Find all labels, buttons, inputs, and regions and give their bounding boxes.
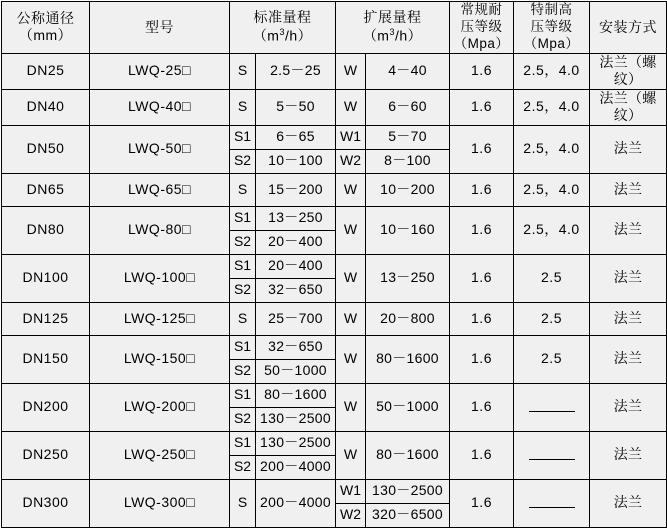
cell-standard-range: 32－650 [256,278,336,302]
cell-standard-code: S1 [230,206,256,230]
cell-nominal-diameter: DN25 [2,53,90,89]
cell-extended-code: W [336,173,366,206]
header-standard-range: 标准量程 $(m^3/h)$ [230,2,336,54]
table-row [2,206,667,230]
not-applicable-dash [529,403,575,412]
cell-standard-code: S [230,89,256,125]
cell-standard-range: 25－700 [256,302,336,335]
cell-standard-code: S1 [230,254,256,278]
cell-nominal-diameter: DN125 [2,302,90,335]
cell-extended-code: W [336,431,366,479]
cell-normal-pressure: 1.6 [450,89,514,125]
cell-standard-code: S2 [230,230,256,254]
cell-model: LWQ-65□ [90,173,230,206]
table-body [2,53,667,527]
cell-install-method: 法兰 [590,173,667,206]
header-model: 型号 [90,2,230,54]
cell-extended-code: W [336,53,366,89]
specification-table [1,1,667,528]
cell-high-pressure: 2.5，4.0 [514,173,590,206]
cell-standard-code: S1 [230,431,256,455]
table-row [2,383,667,407]
cell-normal-pressure: 1.6 [450,431,514,479]
cell-model: LWQ-100□ [90,254,230,302]
cell-extended-code: W2 [336,503,366,527]
cell-extended-code: W [336,89,366,125]
cell-extended-code: W2 [336,149,366,173]
cell-extended-code: W [336,383,366,431]
cell-normal-pressure: 1.6 [450,254,514,302]
cell-model: LWQ-40□ [90,89,230,125]
cell-standard-range: 10－100 [256,149,336,173]
cell-install-method: 法兰（螺纹） [590,89,667,125]
cell-install-method: 法兰 [590,125,667,173]
cell-model: LWQ-80□ [90,206,230,254]
cell-nominal-diameter: DN200 [2,383,90,431]
cell-standard-code: S [230,479,256,527]
table-row [2,89,667,125]
cell-standard-range: 130－2500 [256,407,336,431]
cell-nominal-diameter: DN80 [2,206,90,254]
cell-normal-pressure: 1.6 [450,335,514,383]
table-row [2,254,667,278]
cell-model: LWQ-25□ [90,53,230,89]
table-row [2,302,667,335]
cell-high-pressure [514,479,590,527]
table-row [2,53,667,89]
table-row [2,479,667,503]
cell-extended-range: 80－1600 [366,431,450,479]
cell-install-method: 法兰 [590,206,667,254]
cell-extended-code: W1 [336,125,366,149]
header-normal-pressure: 常规耐 压等级 （Mpa） [450,2,514,54]
not-applicable-dash [529,499,575,508]
cell-extended-range: 10－160 [366,206,450,254]
cell-standard-code: S1 [230,383,256,407]
cell-model: LWQ-300□ [90,479,230,527]
cell-normal-pressure: 1.6 [450,383,514,431]
cell-standard-range: 20－400 [256,230,336,254]
cell-model: LWQ-150□ [90,335,230,383]
table-row [2,125,667,149]
cell-extended-code: W1 [336,479,366,503]
cell-standard-code: S2 [230,359,256,383]
cell-standard-code: S [230,302,256,335]
table-header-row [2,2,667,54]
cell-install-method: 法兰 [590,479,667,527]
cell-standard-range: 15－200 [256,173,336,206]
cell-install-method: 法兰（螺纹） [590,53,667,89]
cell-standard-range: 200－4000 [256,455,336,479]
header-standard-range-unit: $(m^3/h)$ [252,26,313,44]
cell-model: LWQ-200□ [90,383,230,431]
cell-standard-range: 130－2500 [256,431,336,455]
header-high-pressure: 特制高 压等级 （Mpa） [514,2,590,54]
table-row [2,335,667,359]
cell-normal-pressure: 1.6 [450,302,514,335]
cell-extended-range: 20－800 [366,302,450,335]
cell-high-pressure: 2.5，4.0 [514,206,590,254]
cell-standard-range: 32－650 [256,335,336,359]
cell-standard-code: S2 [230,407,256,431]
cell-standard-code: S2 [230,278,256,302]
cell-standard-range: 13－250 [256,206,336,230]
cell-extended-range: 4－40 [366,53,450,89]
cell-model: LWQ-250□ [90,431,230,479]
cell-standard-range: 2.5－25 [256,53,336,89]
cell-install-method: 法兰 [590,335,667,383]
cell-extended-code: W [336,206,366,254]
cell-extended-range: 80－1600 [366,335,450,383]
cell-high-pressure [514,431,590,479]
header-extended-range: 扩展量程 $(m^3/h)$ [336,2,450,54]
cell-standard-range: 80－1600 [256,383,336,407]
cell-extended-range: 6－60 [366,89,450,125]
cell-extended-range: 10－200 [366,173,450,206]
cell-standard-code: S1 [230,125,256,149]
not-applicable-dash [529,451,575,460]
cell-nominal-diameter: DN300 [2,479,90,527]
cell-high-pressure: 2.5，4.0 [514,53,590,89]
cell-normal-pressure: 1.6 [450,479,514,527]
cell-high-pressure: 2.5 [514,335,590,383]
cell-standard-code: S2 [230,149,256,173]
cell-extended-range: 320－6500 [366,503,450,527]
cell-standard-code: S [230,53,256,89]
cell-nominal-diameter: DN250 [2,431,90,479]
cell-normal-pressure: 1.6 [450,173,514,206]
cell-extended-code: W [336,335,366,383]
cell-normal-pressure: 1.6 [450,125,514,173]
cell-high-pressure: 2.5，4.0 [514,89,590,125]
cell-extended-range: 50－1000 [366,383,450,431]
cell-standard-range: 200－4000 [256,479,336,527]
cell-high-pressure: 2.5 [514,254,590,302]
cell-nominal-diameter: DN40 [2,89,90,125]
header-extended-range-unit: $(m^3/h)$ [362,26,423,44]
cell-install-method: 法兰 [590,431,667,479]
cell-nominal-diameter: DN65 [2,173,90,206]
cell-nominal-diameter: DN50 [2,125,90,173]
cell-model: LWQ-50□ [90,125,230,173]
cell-extended-code: W [336,254,366,302]
header-nominal-diameter: 公称通径 （mm） [2,2,90,54]
table-row [2,173,667,206]
cell-standard-range: 20－400 [256,254,336,278]
cell-install-method: 法兰 [590,302,667,335]
cell-install-method: 法兰 [590,383,667,431]
header-install-method: 安装方式 [590,2,667,54]
cell-standard-code: S1 [230,335,256,359]
cell-normal-pressure: 1.6 [450,206,514,254]
cell-standard-code: S [230,173,256,206]
cell-extended-range: 13－250 [366,254,450,302]
cell-extended-range: 130－2500 [366,479,450,503]
cell-normal-pressure: 1.6 [450,53,514,89]
cell-extended-range: 5－70 [366,125,450,149]
cell-nominal-diameter: DN150 [2,335,90,383]
cell-extended-range: 8－100 [366,149,450,173]
cell-high-pressure: 2.5，4.0 [514,125,590,173]
cell-install-method: 法兰 [590,254,667,302]
cell-extended-code: W [336,302,366,335]
cell-nominal-diameter: DN100 [2,254,90,302]
cell-standard-range: 5－50 [256,89,336,125]
cell-high-pressure: 2.5 [514,302,590,335]
cell-standard-range: 50－1000 [256,359,336,383]
cell-standard-range: 6－65 [256,125,336,149]
cell-high-pressure [514,383,590,431]
table-row [2,431,667,455]
cell-standard-code: S2 [230,455,256,479]
cell-model: LWQ-125□ [90,302,230,335]
